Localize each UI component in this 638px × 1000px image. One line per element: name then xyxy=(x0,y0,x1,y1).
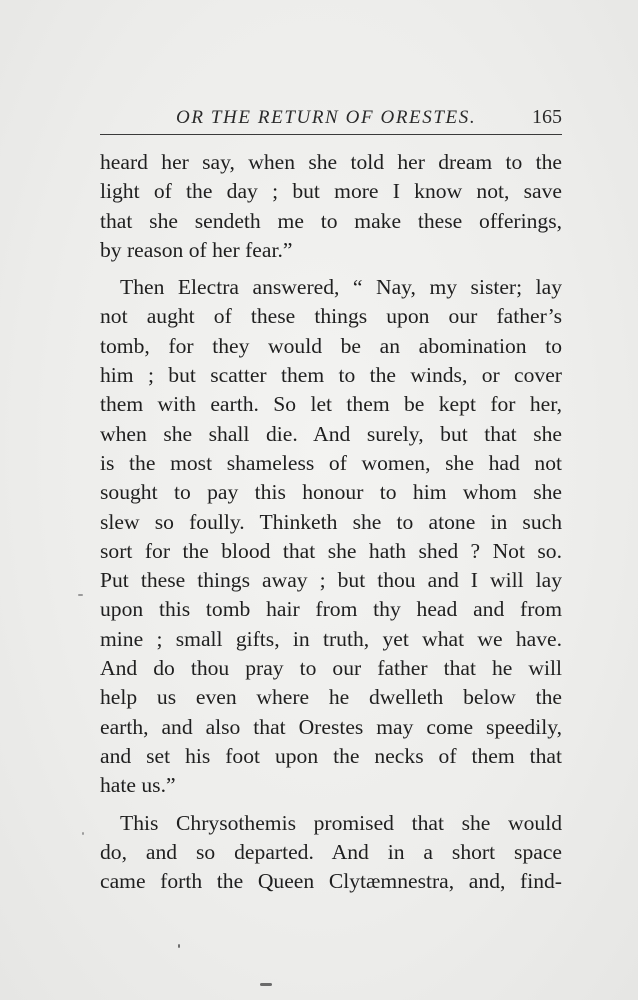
text-line: And do thou pray to our father that he will xyxy=(100,656,562,681)
text-line: is the most shameless of women, she had not xyxy=(100,450,562,475)
paragraph-spacer xyxy=(100,801,562,809)
text-line: light of the day ; but more I know not, save xyxy=(100,179,562,204)
text-line: do, and so departed. And in a short space xyxy=(100,839,562,864)
paragraph-3 xyxy=(100,809,562,897)
running-title: OR THE RETURN OF ORESTES. xyxy=(176,107,477,128)
text-line: slew so foully. Thinketh she to atone in such xyxy=(100,509,562,534)
header-rule xyxy=(100,134,562,135)
text-line: This Chrysothemis promised that she would xyxy=(120,810,562,835)
text-line: when she shall die. And surely, but that she xyxy=(100,421,562,446)
paragraph-2 xyxy=(100,273,562,800)
text-line: Put these things away ; but thou and I will lay xyxy=(100,568,562,593)
text-line: that she sendeth me to make these offerings, xyxy=(100,208,562,233)
text-line: not aught of these things upon our father’s xyxy=(100,304,562,329)
text-line: them with earth. So let them be kept for her, xyxy=(100,392,562,417)
scan-speck xyxy=(78,594,83,596)
paragraph-spacer xyxy=(100,265,562,273)
text-line: mine ; small gifts, in truth, yet what we have. xyxy=(100,626,562,651)
text-line: sought to pay this honour to him whom she xyxy=(100,480,562,505)
scan-speck xyxy=(260,983,272,986)
scan-speck xyxy=(178,944,180,948)
text-line: help us even where he dwelleth below the xyxy=(100,685,562,710)
text-line: hate us.” xyxy=(100,773,176,798)
scan-speck xyxy=(82,832,84,835)
text-line: tomb, for they would be an abomination to xyxy=(100,333,562,358)
text-line: Then Electra answered, “ Nay, my sister; lay xyxy=(120,275,562,300)
body-text xyxy=(100,148,562,896)
text-line: and set his foot upon the necks of them that xyxy=(100,743,562,768)
page-number: 165 xyxy=(532,106,562,128)
text-line: by reason of her fear.” xyxy=(100,237,293,262)
text-line: heard her say, when she told her dream to the xyxy=(100,150,562,174)
text-line: sort for the blood that she hath shed ? Not so. xyxy=(100,538,562,563)
text-line: earth, and also that Orestes may come speedily, xyxy=(100,714,562,739)
text-line: upon this tomb hair from thy head and from xyxy=(100,597,562,622)
text-line: him ; but scatter them to the winds, or cover xyxy=(100,363,562,388)
paragraph-1 xyxy=(100,148,562,265)
running-head xyxy=(100,103,562,131)
text-line: came forth the Queen Clytæmnestra, and, find- xyxy=(100,869,562,894)
